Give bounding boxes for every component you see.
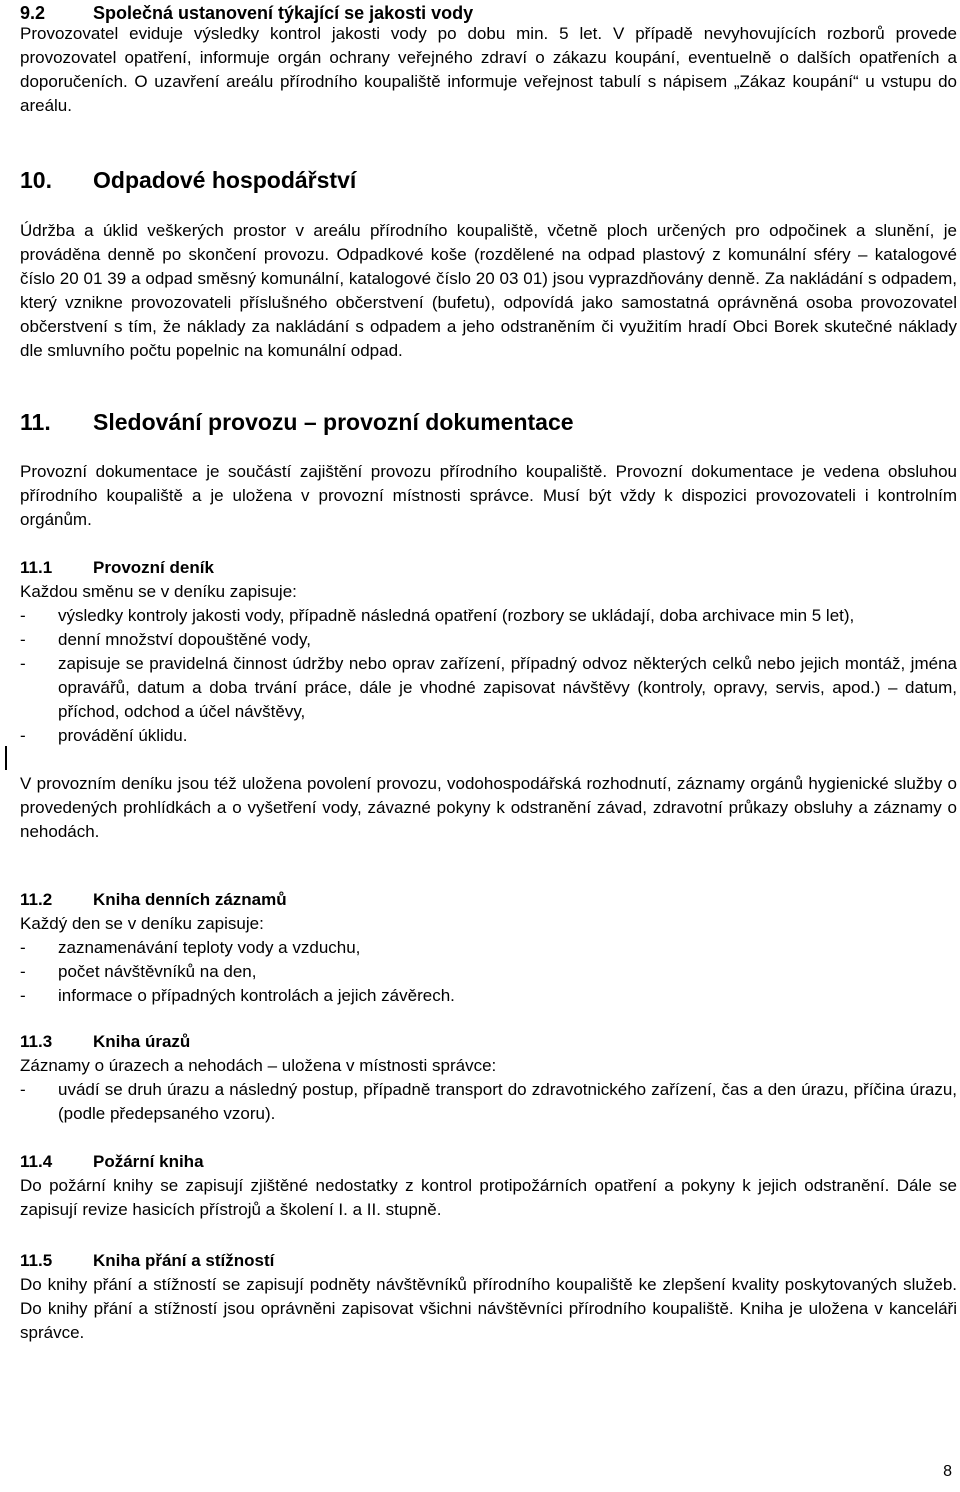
section-title: Společná ustanovení týkající se jakosti vody bbox=[93, 3, 474, 23]
section-11-2-intro: Každý den se v deníku zapisuje: bbox=[20, 914, 264, 933]
list-item: - zapisuje se pravidelná činnost údržby nebo oprav zařízení, případný odvoz některých celků nebo jejich montáž, jména opravářů, datum a doba trvání práce, dále je vhodné zapisovat návštěvy (kontroly, opravy, servis, apod.) – datum, příchod, odchod a účel návštěvy, bbox=[20, 652, 957, 724]
section-11-1 bbox=[20, 556, 957, 844]
section-11-2 bbox=[20, 888, 957, 1008]
section-number: 11.3 bbox=[20, 1032, 53, 1051]
section-11-1-note: V provozním deníku jsou též uložena povolení provozu, vodohospodářská rozhodnutí, záznamy orgánů hygienické služby o provedených prohlídkách a o vyšetření vody, závazné pokyny k odstranění závad, zdravotní průkazy obsluhy a záznamy o nehodách. bbox=[20, 774, 957, 841]
section-11-heading bbox=[20, 408, 574, 436]
section-9-2-text: Provozovatel eviduje výsledky kontrol jakosti vody po dobu min. 5 let. V případě nevyhovujících rozborů provede provozovatel opatření, informuje orgán ochrany veřejného zdraví o zákazu koupání, eventuelně o dalších opatřeních a doporučeních. O uzavření areálu přírodního koupaliště informuje veřejnost tabulí s nápisem „Zákaz koupání“ u vstupu do areálu. bbox=[20, 24, 957, 115]
list-item: - informace o případných kontrolách a jejich závěrech. bbox=[20, 984, 957, 1008]
section-10-text: Údržba a úklid veškerých prostor v areálu přírodního koupaliště, včetně ploch určených pro odpočinek a slunění, je prováděna denně po skončení provozu. Odpadkové koše (rozdělené na odpad plastový z komunální sféry – katalogové číslo 20 01 39 a odpad směsný komunální, katalogové číslo 20 03 01) jsou vyprazdňovány denně. Za nakládání s odpadem, který vznikne provozovateli příslušného občerstvení (bufetu), odpovídá jako samostatná oprávněná osoba provozovatel občerstvení s tím, že náklady za nakládání s odpadem a jeho odstraněním či využitím hradí Obci Borek skutečné náklady dle smluvního počtu popelnic na komunální odpad. bbox=[20, 221, 957, 360]
section-11-2-list bbox=[20, 936, 957, 1008]
section-title: Kniha úrazů bbox=[93, 1032, 191, 1051]
section-number: 11.4 bbox=[20, 1152, 53, 1171]
section-number: 11. bbox=[20, 409, 51, 435]
list-item: - výsledky kontroly jakosti vody, případně následná opatření (rozbory se ukládají, doba archivace min 5 let), bbox=[20, 604, 957, 628]
list-item: - zaznamenávání teploty vody a vzduchu, bbox=[20, 936, 957, 960]
section-11-1-intro: Každou směnu se v deníku zapisuje: bbox=[20, 582, 297, 601]
section-11-5 bbox=[20, 1249, 957, 1345]
section-11-5-heading bbox=[20, 1249, 957, 1273]
section-title: Kniha denních záznamů bbox=[93, 890, 287, 909]
section-title: Kniha přání a stížností bbox=[93, 1251, 275, 1270]
section-title: Sledování provozu – provozní dokumentace bbox=[93, 409, 574, 435]
section-number: 9.2 bbox=[20, 3, 46, 23]
section-11-4-heading bbox=[20, 1150, 957, 1174]
section-10-heading bbox=[20, 166, 356, 194]
list-item: - počet návštěvníků na den, bbox=[20, 960, 957, 984]
section-number: 11.5 bbox=[20, 1251, 53, 1270]
section-number: 11.2 bbox=[20, 890, 53, 909]
list-item: - provádění úklidu. bbox=[20, 724, 957, 748]
section-11-4 bbox=[20, 1150, 957, 1222]
section-number: 11.1 bbox=[20, 558, 53, 577]
section-11-2-heading bbox=[20, 888, 957, 912]
section-11-3-intro: Záznamy o úrazech a nehodách – uložena v místnosti správce: bbox=[20, 1056, 497, 1075]
revision-bar bbox=[5, 746, 7, 770]
section-11-4-text: Do požární knihy se zapisují zjištěné nedostatky z kontrol protipožárních opatření a pokyny k jejich odstranění. Dále se zapisují revize hasicích přístrojů a školení I. a II. stupně. bbox=[20, 1176, 957, 1219]
section-11-1-heading bbox=[20, 556, 957, 580]
list-item: - denní množství dopouštěné vody, bbox=[20, 628, 957, 652]
section-title: Provozní deník bbox=[93, 558, 214, 577]
section-title: Požární kniha bbox=[93, 1152, 204, 1171]
page-number: 8 bbox=[943, 1463, 952, 1480]
section-11-3-heading bbox=[20, 1030, 957, 1054]
section-11-3 bbox=[20, 1030, 957, 1126]
section-11-1-list bbox=[20, 604, 957, 748]
section-11-text: Provozní dokumentace je součástí zajištění provozu přírodního koupaliště. Provozní dokumentace je vedena obsluhou přírodního koupaliště a je uložena v provozní místnosti správce. Musí být vždy k dispozici provozovateli i kontrolním orgánům. bbox=[20, 462, 957, 529]
section-11-5-text: Do knihy přání a stížností se zapisují podněty návštěvníků přírodního koupaliště ke zlepšení kvality poskytovaných služeb. Do knihy přání a stížností jsou oprávněni zapisovat všichni návštěvníci přírodního koupaliště. Kniha je uložena v kanceláři správce. bbox=[20, 1275, 957, 1342]
section-title: Odpadové hospodářství bbox=[93, 167, 357, 193]
section-number: 10. bbox=[20, 167, 52, 193]
list-item: - uvádí se druh úrazu a následný postup, případně transport do zdravotnického zařízení, čas a den úrazu, příčina úrazu, (podle předepsaného vzoru). bbox=[20, 1078, 957, 1126]
section-11-3-list bbox=[20, 1078, 957, 1126]
